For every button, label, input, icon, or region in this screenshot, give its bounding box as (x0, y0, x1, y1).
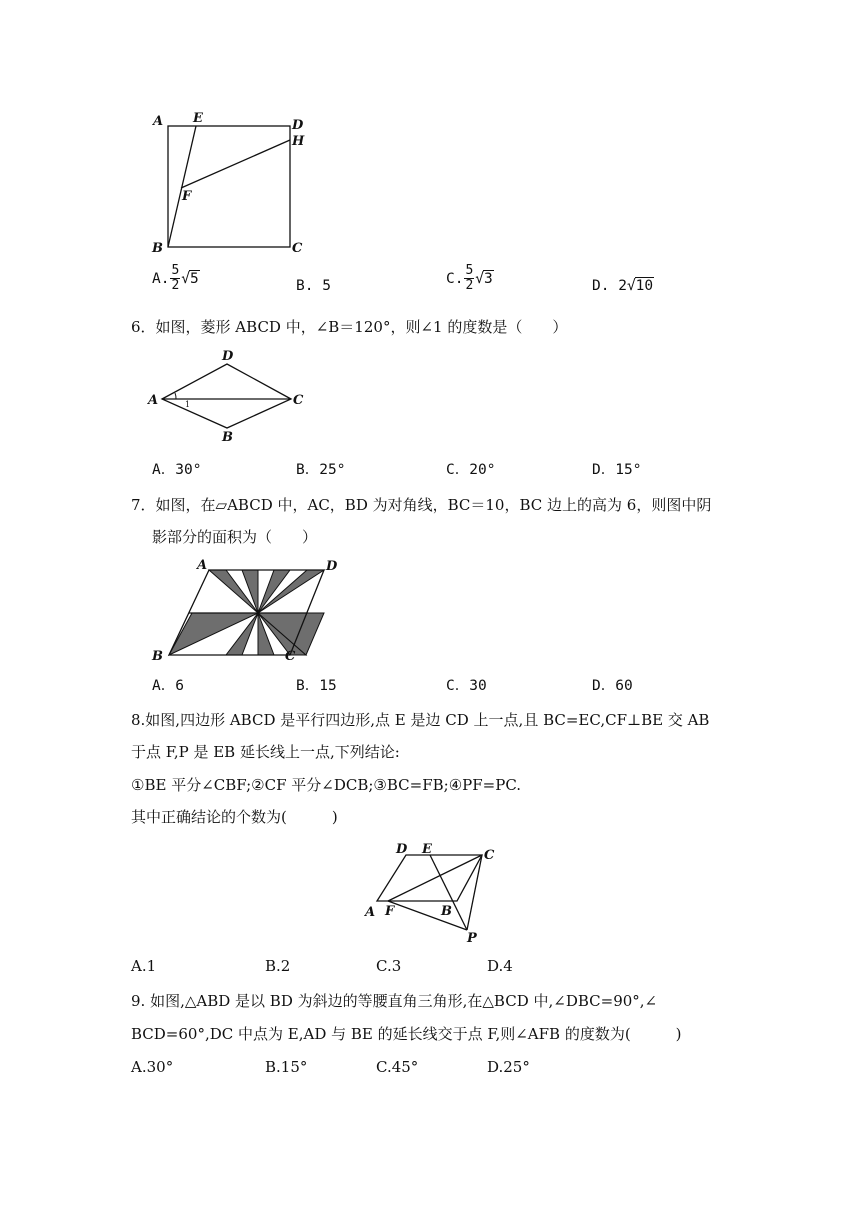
q8-stem-line2: 于点 F,P 是 EB 延长线上一点,下列结论: (131, 743, 400, 761)
label-a: A (365, 905, 376, 920)
label-c: C (484, 848, 495, 863)
label-d: D (396, 842, 408, 857)
label-b: B (222, 430, 233, 445)
q7-option-b[interactable]: B．15 (296, 678, 337, 694)
figure-parallelogram-cfbe (360, 838, 510, 946)
label-b: B (441, 904, 452, 919)
q6-option-d[interactable]: D．15° (592, 462, 642, 478)
label-b: B (152, 241, 163, 256)
q8-option-c[interactable]: C.3 (376, 957, 402, 975)
q9-stem-line2: BCD=60°,DC 中点为 E,AD 与 BE 的延长线交于点 F,则∠AFB 的度数为( ) (131, 1025, 682, 1043)
label-c: C (293, 393, 304, 408)
q5-option-c[interactable]: C. $\frac{5}{2}$ √3 (446, 263, 493, 293)
q9-option-d[interactable]: D.25° (487, 1058, 530, 1076)
q6-option-c[interactable]: C．20° (446, 462, 496, 478)
q5-option-a[interactable]: A. $\frac{5}{2}$ √5 (152, 263, 199, 293)
q7-option-d[interactable]: D．60 (592, 678, 633, 694)
label-h: H (292, 134, 305, 149)
label-e: E (422, 842, 432, 857)
label-c: C (285, 649, 296, 664)
figure-square-abcd (145, 108, 315, 258)
label-angle-1: 1 (185, 400, 191, 409)
label-f: F (182, 189, 192, 204)
q9-option-c[interactable]: C.45° (376, 1058, 419, 1076)
q8-option-b[interactable]: B.2 (265, 957, 291, 975)
q6-option-b[interactable]: B．25° (296, 462, 346, 478)
q5-option-b[interactable]: B. 5 (296, 278, 331, 294)
q7-stem-line1: 7．如图，在▱ABCD 中，AC，BD 为对角线，BC＝10，BC 边上的高为 6，则图中阴 (131, 496, 712, 514)
label-a: A (197, 558, 208, 573)
q9-option-b[interactable]: B.15° (265, 1058, 308, 1076)
q7-stem-line2: 影部分的面积为（ ） (152, 528, 318, 546)
q7-option-c[interactable]: C．30 (446, 678, 487, 694)
label-p: P (467, 931, 477, 946)
label-f: F (385, 904, 395, 919)
label-d: D (292, 118, 304, 133)
figure-parallelogram-shaded (145, 556, 355, 666)
q6-stem: 6．如图，菱形 ABCD 中，∠B＝120°，则∠1 的度数是（ ） (131, 318, 568, 336)
label-b: B (152, 649, 163, 664)
q9-option-a[interactable]: A.30° (131, 1058, 174, 1076)
label-d: D (222, 349, 234, 364)
q8-stem-line3: ①BE 平分∠CBF;②CF 平分∠DCB;③BC=FB;④PF=PC. (131, 776, 522, 794)
q8-stem-line1: 8.如图,四边形 ABCD 是平行四边形,点 E 是边 CD 上一点,且 BC=EC,CF⊥BE 交 AB (131, 711, 710, 729)
q9-stem-line1: 9. 如图,△ABD 是以 BD 为斜边的等腰直角三角形,在△BCD 中,∠DBC=90°,∠ (131, 992, 658, 1010)
q8-option-a[interactable]: A.1 (131, 957, 157, 975)
q8-option-d[interactable]: D.4 (487, 957, 513, 975)
q6-option-a[interactable]: A．30° (152, 462, 202, 478)
label-a: A (153, 114, 164, 129)
label-c: C (292, 241, 303, 256)
label-a: A (148, 393, 159, 408)
q5-option-d[interactable]: D. 2√10 (592, 278, 654, 294)
label-e: E (193, 111, 203, 126)
figure-rhombus (140, 345, 310, 445)
q7-option-a[interactable]: A．6 (152, 678, 184, 694)
label-d: D (326, 559, 338, 574)
q8-stem-line4: 其中正确结论的个数为( ) (131, 808, 338, 826)
